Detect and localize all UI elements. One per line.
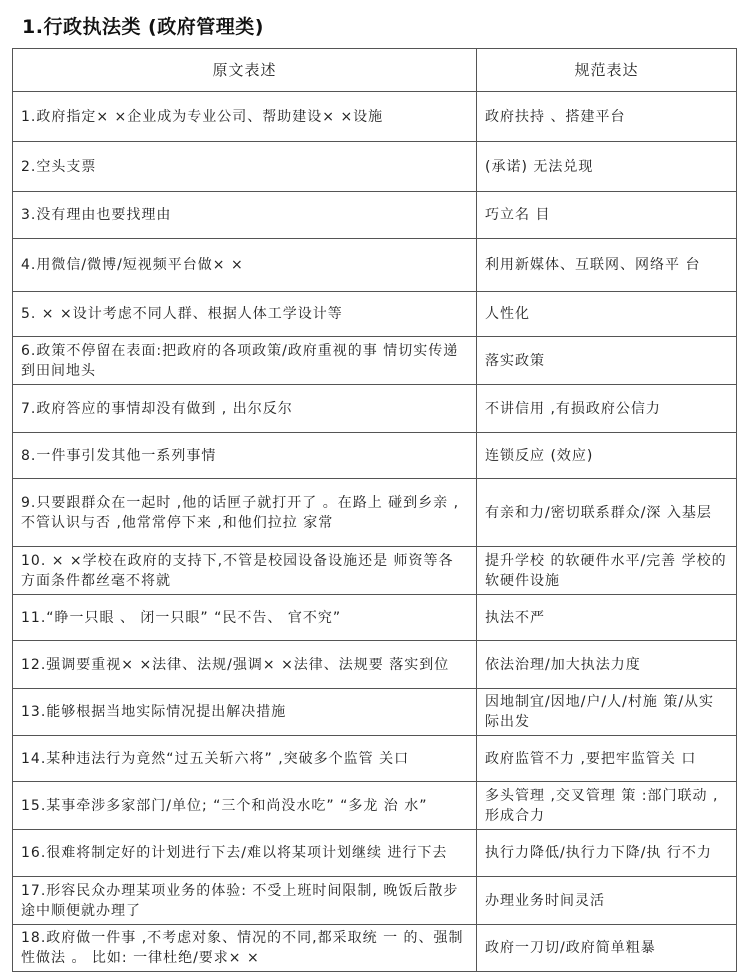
table-row [13, 547, 737, 595]
table-row [13, 736, 737, 782]
original-cell: 3.没有理由也要找理由 [13, 192, 477, 239]
table-row [13, 830, 737, 877]
standard-cell: 政府监管不力 ,要把牢监管关 口 [477, 736, 737, 782]
original-cell: 15.某事牵涉多家部门/单位; “三个和尚没水吃” “多龙 治 水” [13, 782, 477, 830]
original-cell: 8.一件事引发其他一系列事情 [13, 433, 477, 479]
standard-cell: (承诺) 无法兑现 [477, 142, 737, 192]
table-row [13, 641, 737, 689]
table-row [13, 877, 737, 925]
table-row [13, 337, 737, 385]
original-cell: 1.政府指定× ×企业成为专业公司、帮助建设× ×设施 [13, 92, 477, 142]
standard-cell: 不讲信用 ,有损政府公信力 [477, 385, 737, 433]
standard-cell: 利用新媒体、互联网、网络平 台 [477, 239, 737, 292]
original-cell: 18.政府做一件事 ,不考虑对象、情况的不同,都采取统 一 的、强制性做法 。 比如: 一律杜绝/要求× × [13, 925, 477, 972]
table-row [13, 782, 737, 830]
standard-cell: 依法治理/加大执法力度 [477, 641, 737, 689]
original-cell: 6.政策不停留在表面:把政府的各项政策/政府重视的事 情切实传递到田间地头 [13, 337, 477, 385]
table-row [13, 689, 737, 736]
original-cell: 16.很难将制定好的计划进行下去/难以将某项计划继续 进行下去 [13, 830, 477, 877]
standard-cell: 巧立名 目 [477, 192, 737, 239]
table-row [13, 239, 737, 292]
table-row [13, 925, 737, 972]
standard-cell: 执行力降低/执行力下降/执 行不力 [477, 830, 737, 877]
original-cell: 5. × ×设计考虑不同人群、根据人体工学设计等 [13, 292, 477, 337]
original-cell: 11.“睁一只眼 、 闭一只眼” “民不告、 官不究” [13, 595, 477, 641]
table-row [13, 479, 737, 547]
standard-cell: 落实政策 [477, 337, 737, 385]
table-row [13, 292, 737, 337]
original-cell: 7.政府答应的事情却没有做到 , 出尔反尔 [13, 385, 477, 433]
original-cell: 13.能够根据当地实际情况提出解决措施 [13, 689, 477, 736]
table-row [13, 142, 737, 192]
standard-cell: 办理业务时间灵活 [477, 877, 737, 925]
table-header-row [13, 49, 737, 92]
standard-cell: 因地制宜/因地/户/人/村施 策/从实际出发 [477, 689, 737, 736]
standard-cell: 政府扶持 、搭建平台 [477, 92, 737, 142]
table-row [13, 595, 737, 641]
table-row [13, 92, 737, 142]
original-cell: 2.空头支票 [13, 142, 477, 192]
table-row [13, 385, 737, 433]
standard-cell: 执法不严 [477, 595, 737, 641]
table-row [13, 433, 737, 479]
original-cell: 9.只要跟群众在一起时 ,他的话匣子就打开了 。在路上 碰到乡亲 ,不管认识与否 ,他常常停下来 ,和他们拉拉 家常 [13, 479, 477, 547]
original-cell: 10. × ×学校在政府的支持下,不管是校园设备设施还是 师资等各方面条件都丝毫不将就 [13, 547, 477, 595]
header-original: 原文表述 [13, 49, 477, 92]
standard-cell: 有亲和力/密切联系群众/深 入基层 [477, 479, 737, 547]
expression-table [12, 48, 737, 972]
table-row [13, 192, 737, 239]
standard-cell: 提升学校 的软硬件水平/完善 学校的软硬件设施 [477, 547, 737, 595]
original-cell: 17.形容民众办理某项业务的体验: 不受上班时间限制, 晚饭后散步途中顺便就办理了 [13, 877, 477, 925]
header-standard: 规范表达 [477, 49, 737, 92]
standard-cell: 政府一刀切/政府简单粗暴 [477, 925, 737, 972]
page-title: 1.行政执法类 (政府管理类) [22, 16, 264, 38]
standard-cell: 连锁反应 (效应) [477, 433, 737, 479]
original-cell: 14.某种违法行为竟然“过五关斩六将” ,突破多个监管 关口 [13, 736, 477, 782]
standard-cell: 多头管理 ,交叉管理 策 :部门联动 ,形成合力 [477, 782, 737, 830]
standard-cell: 人性化 [477, 292, 737, 337]
original-cell: 4.用微信/微博/短视频平台做× × [13, 239, 477, 292]
original-cell: 12.强调要重视× ×法律、法规/强调× ×法律、法规要 落实到位 [13, 641, 477, 689]
